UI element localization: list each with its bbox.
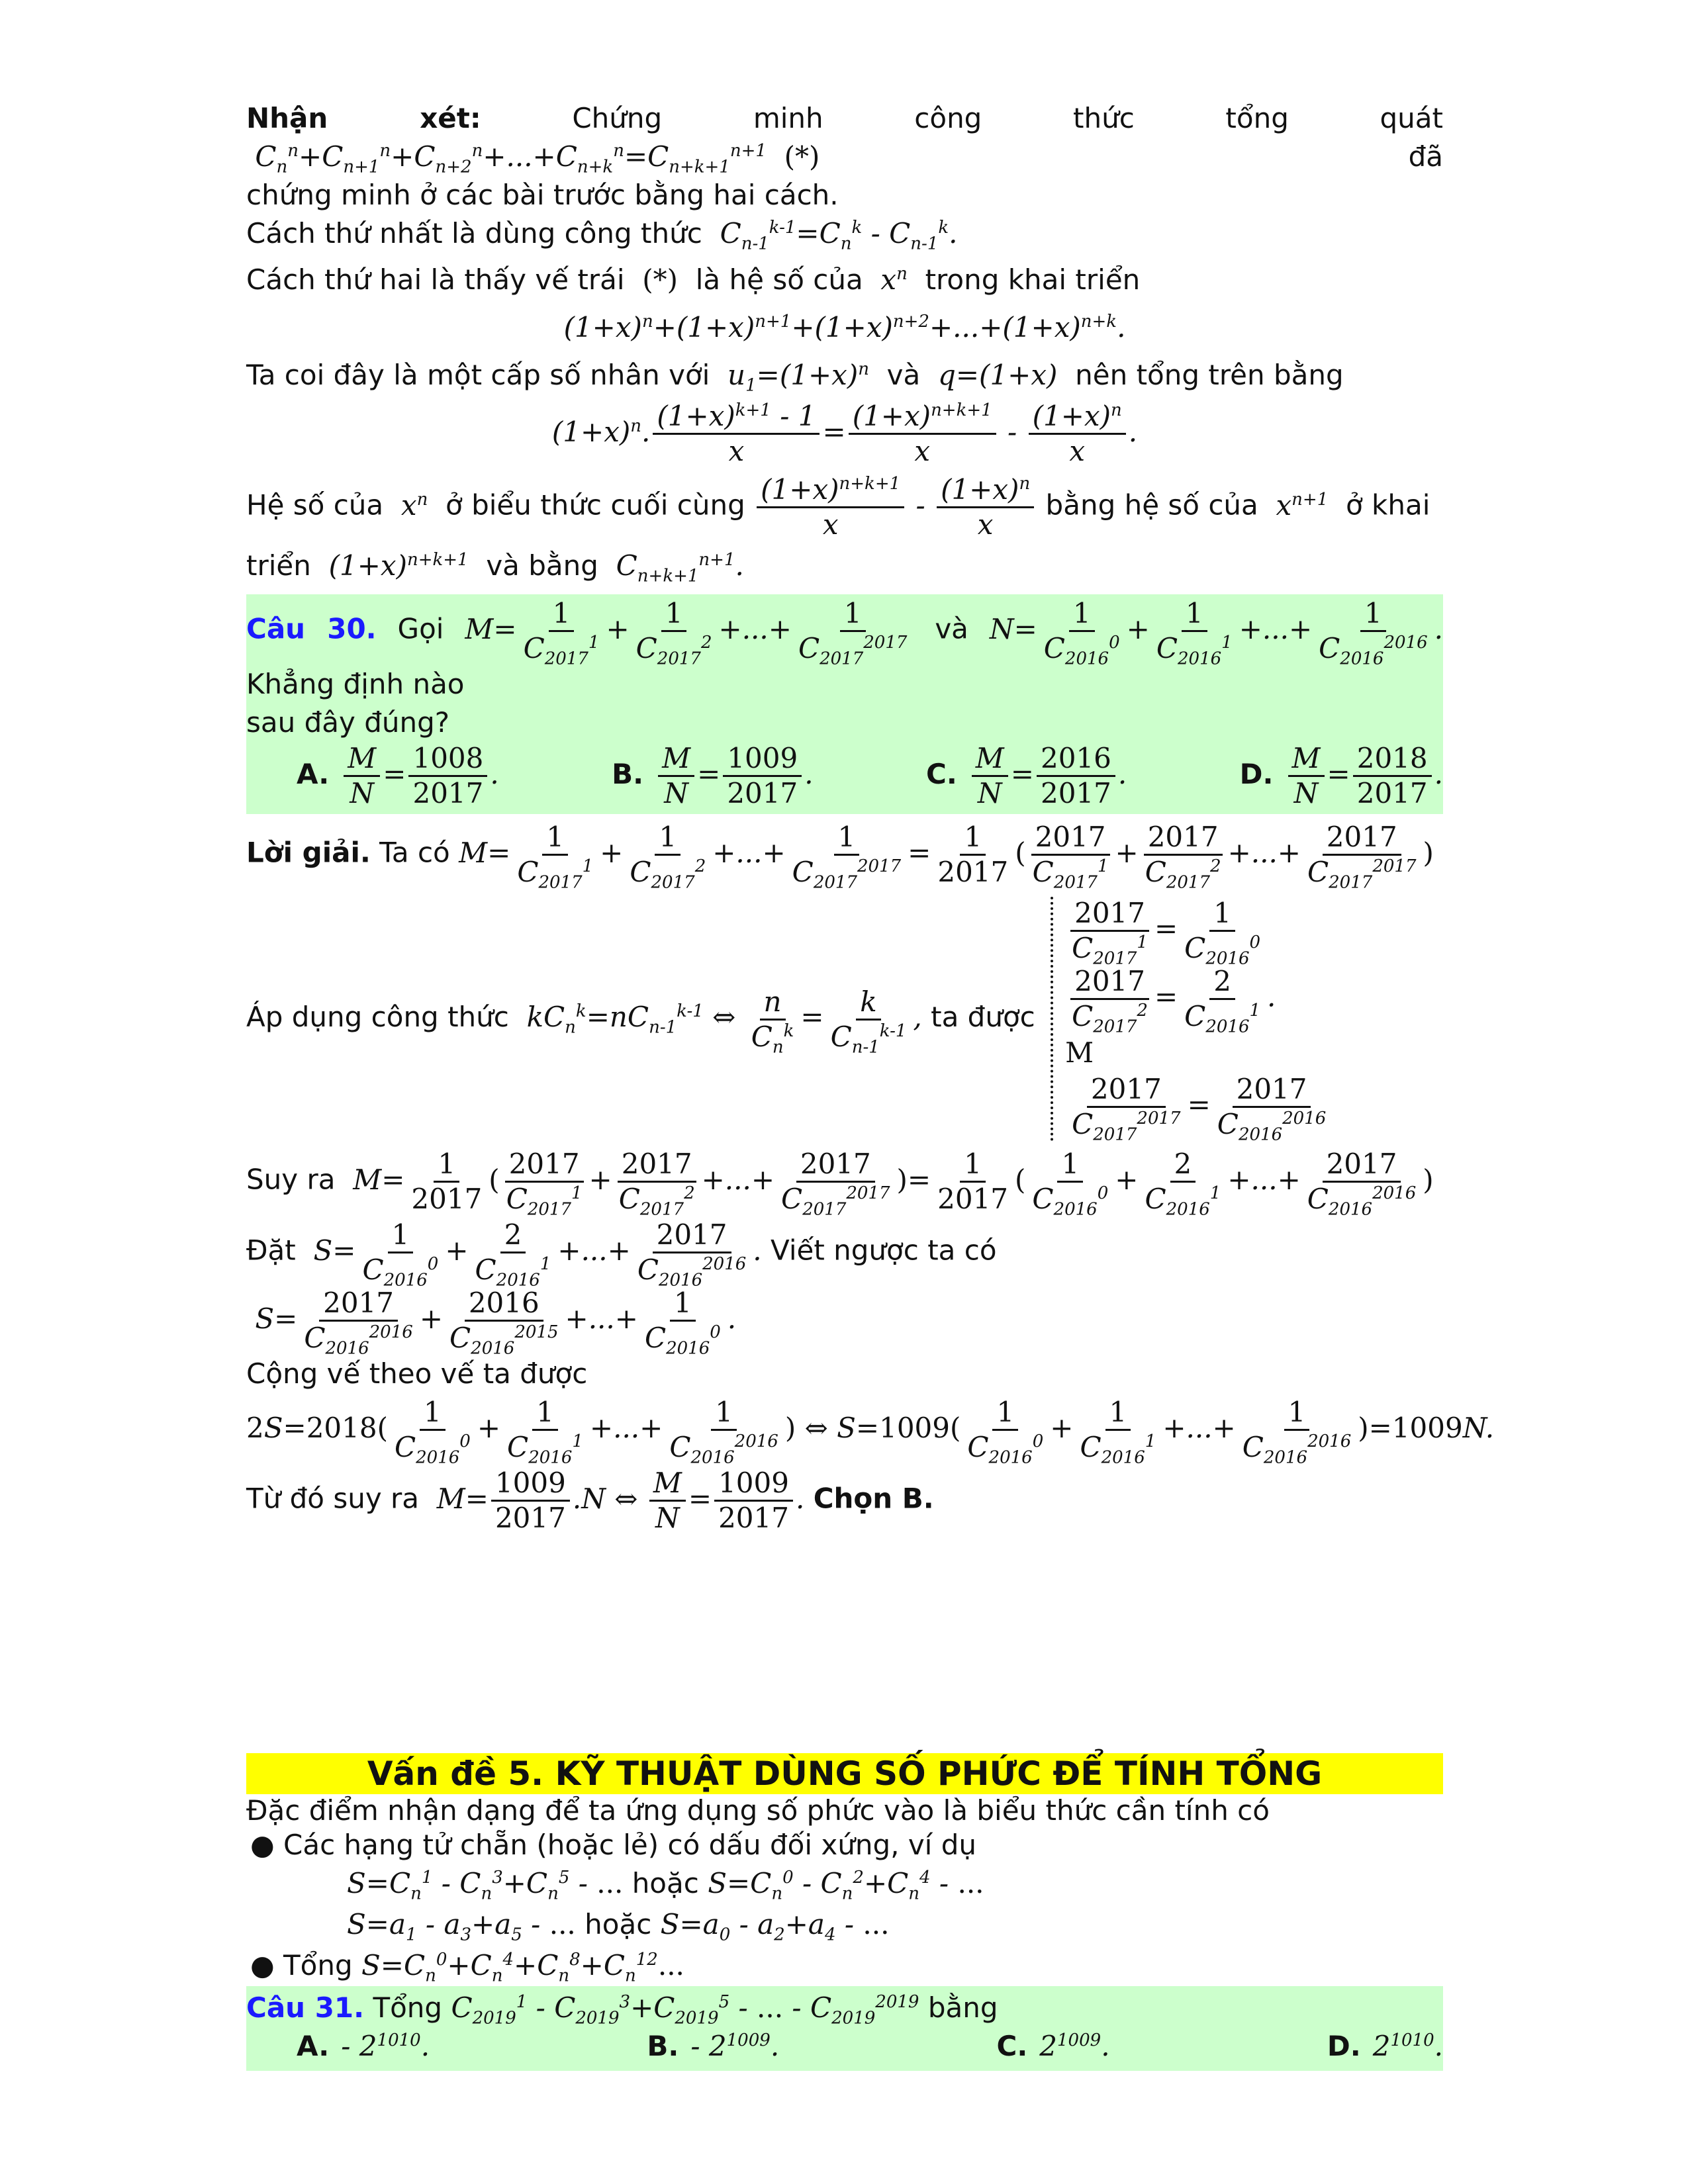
remark-text-1: Chứng minh công thức tổng quát (572, 102, 1444, 134)
option-num: 2016 (1037, 742, 1115, 777)
q30-options (246, 742, 1443, 810)
q30-option-c[interactable]: C. $\frac{M}{N}$ = $\frac{2016}{2017}$ . (926, 742, 1127, 809)
remark-label: Nhận xét: (246, 102, 481, 134)
remark-text-6b: ở biểu thức cuối cùng (445, 488, 745, 522)
example-step4-sum: $S=C_n^0+C_n^4+C_n^8+C_n^{12}$... (361, 1949, 684, 1986)
q30-va: và (935, 612, 968, 645)
question-30 (246, 594, 1443, 814)
solution-S-reverse: S= $\frac{2017}{C_{2016}^{2016}}$ + $\frac{2016}{C_{2016}^{2015}}$ +...+ $\frac{1}{C_{2016}^0}$ . (246, 1287, 737, 1359)
section5-hoac-1: hoặc (632, 1867, 699, 1899)
q30-option-d[interactable]: D. $\frac{M}{N}$ = $\frac{2018}{2017}$ . (1239, 742, 1443, 809)
section5-heading: Vấn đề 5. KỸ THUẬT DÙNG SỐ PHỨC ĐỂ TÍNH TỔNG (246, 1753, 1443, 1794)
option-key: A. (297, 2030, 330, 2062)
formula-u1: $u_1=(1+x)^n$ (718, 359, 869, 396)
option-key: B. (647, 2030, 679, 2062)
solution-line-5: Cộng vế theo vế ta được (246, 1357, 588, 1390)
example-alt-sum-odd: $S=C_n^1 - C_n^3+C_n^5$ - ... (347, 1867, 624, 1904)
option-exp: 1009 (1057, 2030, 1102, 2050)
bullet-icon: ● (250, 1829, 275, 1861)
q30-goi: Gọi (397, 612, 444, 645)
solution-system: $\frac{2017}{C_{2017}^1}$ = $\frac{1}{C_{2016}^0}$ $\frac{2017}{C_{2017}^2}$ = $\frac{2}{C_{2016}^1}$ . M $\frac{2017}{C_{2017}^{2017}}$ = $\frac{2017}{C_{2016}^{2016}}$ (1051, 897, 1333, 1141)
solution-line-4 (246, 1218, 1443, 1359)
formula-q: q=(1+x) (929, 359, 1066, 391)
remark-line-2: chứng minh ở các bài trước bằng hai cách. (246, 179, 839, 211)
section5-example-2 (246, 1904, 1443, 1945)
solution-M-rewrite: M= $\frac{1}{2017}$ ( $\frac{2017}{C_{2017}^1}$ + $\frac{2017}{C_{2017}^2}$ +...+ $\frac{2017}{C_{2017}^{2017}}$ )= $\frac{1}{2017}$ ( $\frac{1}{C_{2016}^0}$ + $\frac{2}{C_{2016}^1}$ +...+ $\frac{2017}{C_{2016}^{2016}}$ ) (344, 1148, 1434, 1220)
q31-label: Câu 31. (246, 1991, 365, 2024)
remark-text-4b: là hệ số của (695, 263, 863, 296)
solution-line-1 (246, 821, 1443, 893)
option-base: 2 (359, 2030, 377, 2062)
option-exp: 1010 (1390, 2030, 1434, 2050)
remark-text-1-end: đã (1408, 140, 1443, 173)
option-key: C. (926, 757, 957, 790)
option-num: 2018 (1353, 742, 1432, 777)
q30-option-b[interactable]: B. $\frac{M}{N}$ = $\frac{1009}{2017}$ . (612, 742, 814, 809)
q30-tail: Khẳng định nào (246, 668, 465, 700)
solution-line-2 (246, 897, 1443, 1145)
q31-line-1 (246, 1989, 1443, 2027)
solution-label: Lời giải. (246, 836, 371, 869)
formula-general: $C_n^n+C_{n+1}^n+C_{n+2}^n+...+C_{n+k}^n=C_{n+k+1}^{n+1}$ (*) (246, 140, 820, 177)
solution-taco: Ta có (379, 836, 450, 869)
formula-expansion-power: $(1+x)^{n+k+1}$ (320, 549, 469, 582)
remark-text-6d: ở khai (1345, 488, 1430, 522)
option-key: C. (996, 2030, 1028, 2062)
remark-line-5 (246, 356, 1443, 394)
remark-expansion (246, 308, 1443, 347)
formula-last-expr: $\frac{(1+x)^{n+k+1}}{x}$ - $\frac{(1+x)^n}{x}$ (754, 489, 1037, 522)
formula-xn1: $x^{n+1}$ (1267, 488, 1329, 522)
solution-suyra: Suy ra (246, 1163, 336, 1196)
formula-star: (*) (642, 263, 679, 296)
remark-text-6a: Hệ số của (246, 488, 384, 522)
option-base: 2 (708, 2030, 727, 2062)
q31-option-c[interactable]: C. $2^{1009}$. (996, 2030, 1110, 2062)
q30-M-def: M= $\frac{1}{C_{2017}^1}$ + $\frac{1}{C_{2017}^2}$ +...+ $\frac{1}{C_{2017}^{2017}}$ (465, 597, 908, 669)
option-key: A. (297, 757, 330, 790)
section5-bullet-2 (246, 1945, 1443, 1986)
question-31 (246, 1986, 1443, 2071)
option-den: 2017 (727, 777, 798, 809)
solution-apdung: Áp dụng công thức (246, 1001, 509, 1033)
option-den: 2017 (1041, 777, 1111, 809)
example-seq-odd: $S=a_1 - a_3+a_5$ - ... (347, 1908, 576, 1945)
option-base: 2 (1039, 2030, 1058, 2062)
formula-pascal: $C_{n-1}^{k-1}=C_n^k - C_{n-1}^k$. (711, 217, 958, 254)
solution-dat: Đặt (246, 1234, 296, 1267)
q31-expression: $C_{2019}^1 - C_{2019}^3+C_{2019}^5$ - ... - $C_{2019}^{2019}$ (451, 1991, 919, 2028)
remark-line-6 (246, 473, 1443, 541)
section5-b1-text: Các hạng tử chẵn (hoặc lẻ) có dấu đối xứng, ví dụ (283, 1829, 976, 1861)
remark-line-1 (246, 99, 1443, 176)
option-key: D. (1327, 2030, 1361, 2062)
option-den: 2017 (412, 777, 484, 809)
q31-option-d[interactable]: D. $2^{1010}$. (1327, 2030, 1443, 2062)
option-den: 2017 (1356, 777, 1428, 809)
option-sign: - (690, 2030, 709, 2062)
example-seq-even: $S=a_0 - a_2+a_4$ - ... (660, 1908, 890, 1945)
option-num: 1009 (723, 742, 802, 777)
formula-xn: $x^n$ (872, 263, 908, 296)
remark-text-6c: bằng hệ số của (1045, 488, 1258, 522)
q30-line-1 (246, 597, 1443, 704)
remark-text-5c: nên tổng trên bằng (1075, 359, 1344, 391)
solution-chon: Chọn B. (813, 1482, 934, 1515)
q30-N-def: N= $\frac{1}{C_{2016}^0}$ + $\frac{1}{C_{2016}^1}$ +...+ $\frac{1}{C_{2016}^{2016}}$ . (989, 597, 1443, 669)
formula-geometric-sum: $(1+x)^n$. $\frac{(1+x)^{k+1} - 1}{x}$ = $\frac{(1+x)^{n+k+1}}{x}$ - $\frac{(1+x)^n}{x}$ . (551, 400, 1138, 467)
solution-tudo: Từ đó suy ra (246, 1482, 420, 1515)
formula-xn-2: $x^n$ (392, 488, 428, 522)
section5-b2-text: Tổng (283, 1949, 353, 1981)
solution-vietnguoc: Viết ngược ta có (771, 1234, 997, 1267)
solution-line-7 (246, 1467, 1443, 1535)
formula-result: $C_{n+k+1}^{n+1}$. (607, 549, 744, 586)
solution-line-3 (246, 1148, 1443, 1220)
option-key: D. (1239, 757, 1274, 790)
remark-text-5a: Ta coi đây là một cấp số nhân với (246, 359, 710, 391)
remark-text-4c: trong khai triển (925, 263, 1141, 296)
remark-text-7b: và bằng (486, 549, 598, 582)
option-sign: - (341, 2030, 359, 2062)
q31-option-b[interactable]: B. - $2^{1009}$. (647, 2030, 780, 2062)
section5-hoac-2: hoặc (585, 1908, 652, 1940)
remark-line-4 (246, 261, 1443, 299)
remark-text-5b: và (886, 359, 921, 391)
option-exp: 1010 (377, 2030, 421, 2050)
solution-conclusion: M= $\frac{1009}{2017}$ .N ⇔ $\frac{M}{N}$ = $\frac{1009}{2017}$ . (428, 1467, 805, 1534)
bullet-icon: ● (250, 1949, 275, 1981)
remark-line-7 (246, 547, 1443, 585)
option-num: 1008 (408, 742, 487, 777)
solution-taduoc: ta được (931, 1001, 1035, 1033)
q31-options (246, 2027, 1443, 2066)
example-alt-sum-even: $S=C_n^0 - C_n^2+C_n^4$ - ... (708, 1867, 984, 1904)
formula-expansion: $(1+x)^n+(1+x)^{n+1}+(1+x)^{n+2}+...+(1+x)^{n+k}$. (563, 311, 1126, 343)
q30-line-2: sau đây đúng? (246, 706, 450, 739)
q30-option-a[interactable]: A. $\frac{M}{N}$ = $\frac{1008}{2017}$ . (297, 742, 499, 809)
remark-line-3 (246, 214, 1443, 253)
remark-text-3: Cách thứ nhất là dùng công thức (246, 217, 702, 250)
section5-intro: Đặc điểm nhận dạng để ta ứng dụng số phức vào là biểu thức cần tính có (246, 1794, 1270, 1827)
solution-line-6 (246, 1396, 1495, 1468)
remark-text-4a: Cách thứ hai là thấy vế trái (246, 263, 625, 296)
solution-S-def: S= $\frac{1}{C_{2016}^0}$ + $\frac{2}{C_{2016}^1}$ +...+ $\frac{2017}{C_{2016}^{2016}}$ . (305, 1218, 762, 1291)
option-base: 2 (1372, 2030, 1391, 2062)
section5-example-1 (246, 1863, 1443, 1904)
q31-tong: Tổng (373, 1991, 443, 2024)
q31-option-a[interactable]: A. - $2^{1010}$. (297, 2030, 430, 2062)
page-content (246, 99, 1495, 2071)
remark-sum-formula (246, 400, 1443, 468)
solution-M-expand: M= $\frac{1}{C_{2017}^1}$ + $\frac{1}{C_{2017}^2}$ +...+ $\frac{1}{C_{2017}^{2017}}$ = $\frac{1}{2017}$ ( $\frac{2017}{C_{2017}^1}$ + $\frac{2017}{C_{2017}^2}$ +...+ $\frac{2017}{C_{2017}^{2017}}$ ) (459, 821, 1434, 893)
option-exp: 1009 (726, 2030, 771, 2050)
option-key: B. (612, 757, 644, 790)
q31-bang: bằng (927, 1991, 998, 2024)
remark-text-7a: triển (246, 549, 311, 582)
solution-2S: 2S=2018( $\frac{1}{C_{2016}^0}$ + $\frac{1}{C_{2016}^1}$ +...+ $\frac{1}{C_{2016}^{2016}}$ ) ⇔ S=1009( $\frac{1}{C_{2016}^0}$ + $\frac{1}{C_{2016}^1}$ +...+ $\frac{1}{C_{2016}^{2016}}$ )=1009N. (246, 1396, 1495, 1468)
solution-identity: $kC_n^k=nC_{n-1}^{k-1}$ ⇔ $\frac{n}{C_n^k}$ = $\frac{k}{C_{n-1}^{k-1}}$ , (518, 985, 922, 1057)
q30-label: Câu 30. (246, 612, 377, 645)
section5-bullet-1 (246, 1827, 1443, 1863)
